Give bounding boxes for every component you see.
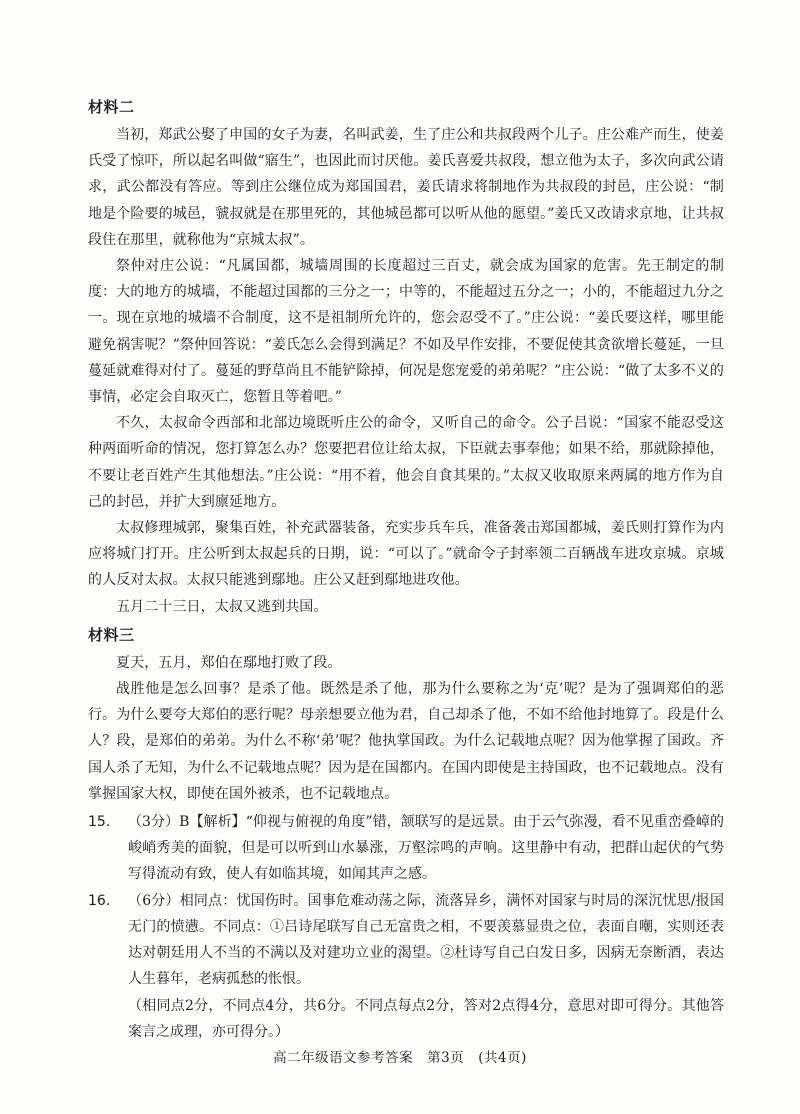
scoring-note: （相同点2分，不同点4分，共6分。不同点每点2分，答对2点得4分，意思对即可得分。其他答案言之成理，亦可得分。）: [128, 997, 724, 1040]
material-three-section: [88, 620, 724, 807]
question-number: 15.: [88, 814, 111, 831]
material-two-paragraph: 五月二十三日，太叔又逃到共国。: [116, 598, 328, 615]
material-three-paragraph: 战胜他是怎么回事？是杀了他。既然是杀了他，那为什么要称之为‘克’呢？是为了强调郑伯的恶行。为什么要夸大郑伯的恶行呢？母亲想要立他为君，自己却杀了他，不如不给他封地算了。段是什么人？段，是郑伯的弟弟。为什么不称‘弟’呢？他执掌国政。为什么记载地点呢？因为他掌握了国政。齐国人杀了无知，为什么不记载地点呢？因为是在国都内。在国内即使是主持国政，也不记载地点。没有掌握国家大权，即使在国外被杀，也不记载地点。: [88, 681, 724, 802]
answer-item-15: [88, 809, 724, 888]
material-three-heading: 材料三: [88, 625, 135, 644]
material-two-paragraph: 太叔修理城郭，聚集百姓，补充武器装备，充实步兵车兵，准备袭击郑国都城，姜氏则打算作为内应将城门打开。庄公听到太叔起兵的日期，说：“可以了。”就命令子封率领二百辆战车进攻京城。京城的人反对太叔。太叔只能逃到鄢地。庄公又赶到鄢地进攻他。: [88, 520, 724, 589]
question-number: 16.: [88, 892, 111, 909]
answer-text: （6分）相同点：忧国伤时。国事危难动荡之际，流落异乡，满怀对国家与时局的深沉忧思/报国无门的愤懑。不同点：①吕诗尾联写自己无富贵之相，不要羡慕显贵之位，表面自嘲，实则还表达对朝廷用人不当的不满以及对建功立业的渴望。②杜诗写自己白发日多，因病无奈断酒，表达人生暮年，老病孤愁的怅恨。: [128, 892, 724, 988]
answer-item-16: [88, 888, 724, 993]
answers-section: [88, 809, 724, 1045]
material-two-paragraph: 不久，太叔命令西部和北部边境既听庄公的命令，又听自己的命令。公子吕说：“国家不能忍受这种两面听命的情况，您打算怎么办？您要把君位让给太叔，下臣就去事奉他；如果不给，那就除掉他，不要让老百姓产生其他想法。”庄公说：“用不着，他会自食其果的。”太叔又收取原来两属的地方作为自己的封邑，并扩大到廪延地方。: [88, 415, 724, 510]
material-two-section: [88, 92, 724, 620]
answer-text: （3分）B【解析】“仰视与俯视的角度”错，颔联写的是远景。由于云气弥漫，看不见重峦叠嶂的峻峭秀美的面貌，但是可以听到山水暴涨，万壑淙鸣的声响。这里静中有动，把群山起伏的气势写得流动有致，使人有如临其境，如闻其声之感。: [128, 814, 724, 883]
page-footer: 高二年级语文参考答案 第3页 (共4页): [273, 1050, 527, 1066]
page-content: [88, 92, 724, 1045]
material-two-paragraph: 祭仲对庄公说：“凡属国都，城墙周围的长度超过三百丈，就会成为国家的危害。先王制定的制度：大的地方的城墙，不能超过国都的三分之一；中等的，不能超过五分之一；小的，不能超过九分之一。现在京地的城墙不合制度，这不是祖制所允许的，您会忍受不了。”庄公说：“姜氏要这样，哪里能避免祸害呢？”祭仲回答说：“姜氏怎么会得到满足？不如及早作安排，不要促使其贪欲增长蔓延，一旦蔓延就难得对付了。蔓延的野草尚且不能铲除掉，何况是您宠爱的弟弟呢？”庄公说：“做了太多不义的事情，必定会自取灭亡，您暂且等着吧。”: [88, 258, 724, 406]
material-two-paragraph: 当初，郑武公娶了申国的女子为妻，名叫武姜，生了庄公和共叔段两个儿子。庄公难产而生，使姜氏受了惊吓，所以起名叫做“寤生”，也因此而讨厌他。姜氏喜爱共叔段，想立他为太子，多次向武公请求，武公都没有答应。等到庄公继位成为郑国国君，姜氏请求将制地作为共叔段的封邑，庄公说：“制地是个险要的城邑，虢叔就是在那里死的，其他城邑都可以听从他的愿望。”姜氏又改请求京地，让共叔段住在那里，就称他为“京城太叔”。: [88, 127, 724, 248]
material-two-heading: 材料二: [88, 98, 135, 116]
material-three-paragraph: 夏天，五月，郑伯在鄢地打败了段。: [116, 654, 342, 671]
